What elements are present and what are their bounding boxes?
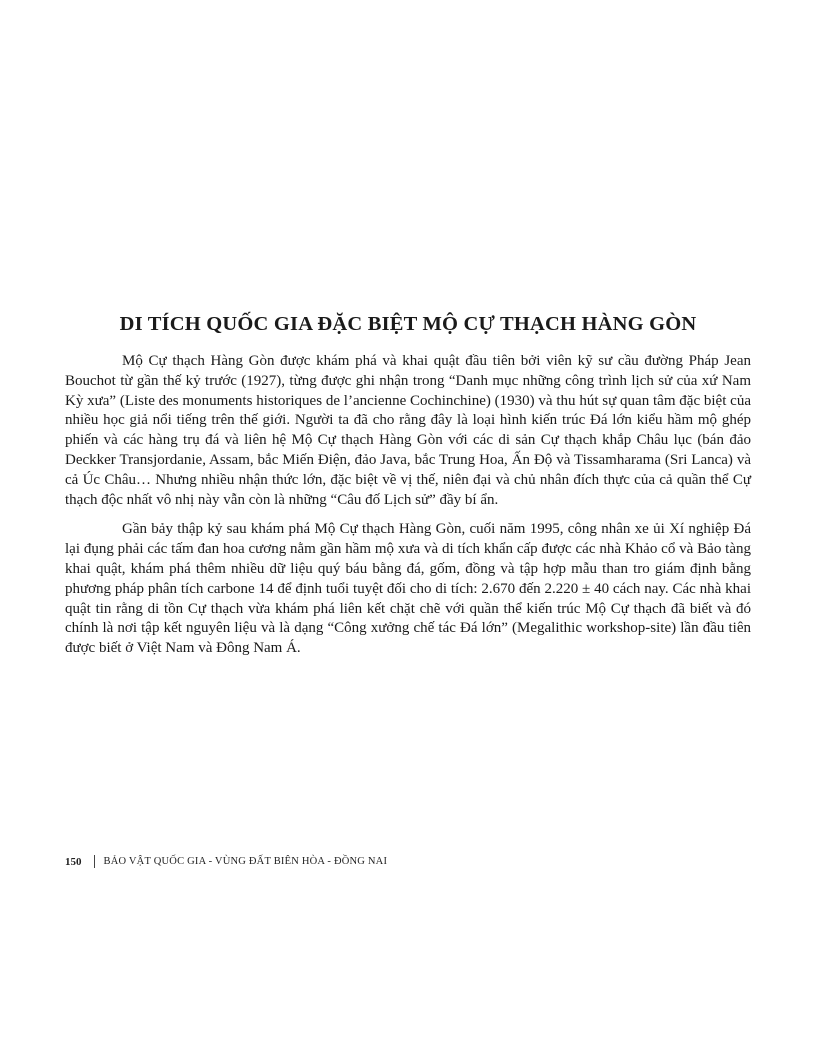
page-title: DI TÍCH QUỐC GIA ĐẶC BIỆT MỘ CỰ THẠCH HÀNG GÒN bbox=[119, 313, 697, 335]
footer-divider bbox=[94, 855, 95, 868]
paragraph-2: Gần bảy thập kỷ sau khám phá Mộ Cự thạch Hàng Gòn, cuối năm 1995, công nhân xe ủi Xí nghiệp Đá lại đụng phải các tấm đan hoa cương nằm gần hầm mộ xưa và di tích khẩn cấp được các nhà Khảo cổ và Bảo tàng khai quật, khám phá thêm nhiều dữ liệu quý báu bằng đá, gốm, đồng và tập hợp mẫu than tro giám định bằng phương pháp phân tích carbone 14 để định tuổi tuyệt đối cho di tích: 2.670 đến 2.220 ± 40 cách nay. Các nhà khai quật tin rằng di tồn Cự thạch vừa khám phá liên kết chặt chẽ với quần thể kiến trúc Mộ Cự thạch đã biết và đó chính là nơi tập kết nguyên liệu và là dạng “Công xưởng chế tác Đá lớn” (Megalithic workshop-site) lần đầu tiên được biết ở Việt Nam và Đông Nam Á. bbox=[65, 521, 751, 657]
page-footer bbox=[65, 855, 387, 868]
paragraph-1: Mộ Cự thạch Hàng Gòn được khám phá và khai quật đầu tiên bởi viên kỹ sư cầu đường Pháp Jean Bouchot từ gần thế kỷ trước (1927), từng được ghi nhận trong “Danh mục những công trình lịch sử của xứ Nam Kỳ xưa” (Liste des monuments historiques de l’ancienne Cochinchine) (1930) và thu hút sự quan tâm đặc biệt của nhiều học giả nổi tiếng trên thế giới. Người ta đã cho rằng đây là loại hình kiến trúc Đá lớn kiểu hầm mộ ghép phiến và các hàng trụ đá và liên hệ Mộ Cự thạch Hàng Gòn với các di sản Cự thạch khắp Châu lục (bán đảo Deckker Transjordanie, Assam, bắc Miến Điện, đảo Java, bắc Trung Hoa, Ấn Độ và Tissamharama (Sri Lanca) và cả Úc Châu… Nhưng nhiều nhận thức lớn, đặc biệt về vị thế, niên đại và chủ nhân đích thực của cả quần thể Cự thạch độc nhất vô nhị này vẫn còn là những “Câu đố Lịch sử” đầy bí ẩn. bbox=[65, 353, 751, 508]
page-number: 150 bbox=[65, 855, 82, 868]
book-title: BẢO VẬT QUỐC GIA - VÙNG ĐẤT BIÊN HÒA - ĐỒNG NAI bbox=[103, 856, 388, 867]
body-text bbox=[65, 352, 751, 669]
